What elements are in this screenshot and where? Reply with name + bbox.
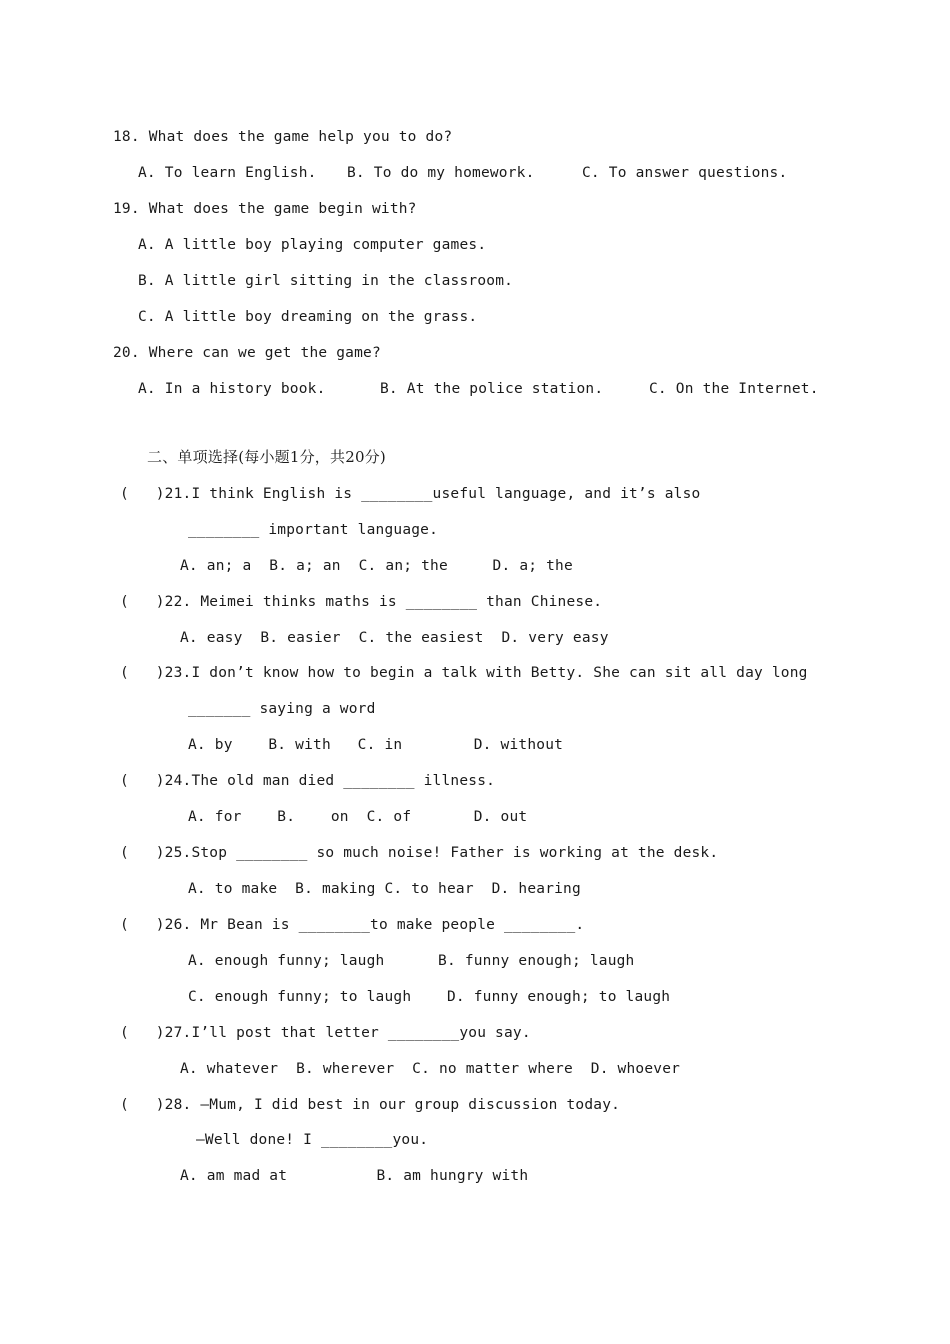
option-c: C. On the Internet.: [649, 381, 819, 397]
question-stem-continued: —Well done! I ________you.: [196, 1132, 429, 1148]
options-line: A. whatever B. wherever C. no matter where D. whoever: [180, 1061, 681, 1077]
options-line: A. for B. on C. of D. out: [188, 809, 528, 825]
question-stem: ( )26. Mr Bean is ________to make people ________.: [120, 917, 585, 933]
options-line: A. an; a B. a; an C. an; the D. a; the: [180, 558, 573, 574]
section-title: 二、单项选择(每小题1分，共20分): [147, 448, 386, 466]
question-stem: ( )23.I don’t know how to begin a talk with Betty. She can sit all day long: [120, 665, 808, 681]
option-b: B. To do my homework.: [347, 165, 535, 181]
options-line: A. to make B. making C. to hear D. hearing: [188, 881, 581, 897]
question-stem-continued: ________ important language.: [188, 522, 439, 538]
option-b: B. A little girl sitting in the classroom.: [138, 273, 514, 289]
option-a: A. In a history book.: [138, 381, 326, 397]
option-c: C. To answer questions.: [582, 165, 788, 181]
question-stem: ( )27.I’ll post that letter ________you say.: [120, 1025, 531, 1041]
question-stem: ( )24.The old man died ________ illness.: [120, 773, 496, 789]
question-stem: ( )22. Meimei thinks maths is ________ than Chinese.: [120, 594, 603, 610]
options-line: C. enough funny; to laugh D. funny enough; to laugh: [188, 989, 671, 1005]
question-stem: 20. Where can we get the game?: [113, 345, 381, 361]
question-stem-continued: _______ saying a word: [188, 701, 376, 717]
option-b: B. At the police station.: [380, 381, 604, 397]
question-stem: ( )25.Stop ________ so much noise! Father is working at the desk.: [120, 845, 719, 861]
options-line: A. easy B. easier C. the easiest D. very easy: [180, 630, 609, 646]
options-line: A. am mad at B. am hungry with: [180, 1168, 529, 1184]
options-line: A. by B. with C. in D. without: [188, 737, 564, 753]
option-a: A. A little boy playing computer games.: [138, 237, 487, 253]
question-stem: 19. What does the game begin with?: [113, 201, 417, 217]
question-stem: ( )28. —Mum, I did best in our group discussion today.: [120, 1097, 621, 1113]
question-stem: ( )21.I think English is ________useful language, and it’s also: [120, 486, 701, 502]
options-line: A. enough funny; laugh B. funny enough; laugh: [188, 953, 635, 969]
option-a: A. To learn English.: [138, 165, 317, 181]
option-c: C. A little boy dreaming on the grass.: [138, 309, 478, 325]
question-stem: 18. What does the game help you to do?: [113, 129, 453, 145]
